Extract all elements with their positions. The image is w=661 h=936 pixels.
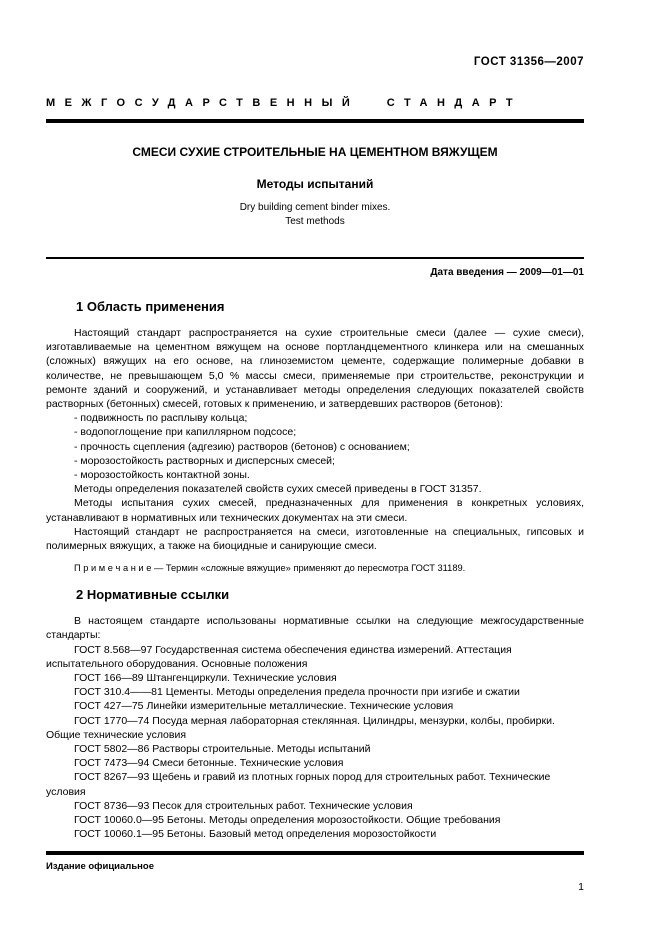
reference-item: ГОСТ 310.4——81 Цементы. Методы определения предела прочности при изгибе и сжатии [74,686,520,699]
list-item-1: - подвижность по расплыву кольца; [74,412,248,425]
reference-item: ГОСТ 10060.1—95 Бетоны. Базовый метод определения морозостойкости [74,828,437,841]
list-item-4: - морозостойкость растворных и дисперсных смесей; [74,454,335,467]
footer-divider [46,851,584,855]
reference-item: ГОСТ 7473—94 Смеси бетонные. Технические условия [74,757,344,770]
section-1-heading: 1 Область применения [76,299,225,314]
reference-item: ГОСТ 166—89 Штангенциркули. Технические условия [74,672,337,685]
doc-code: ГОСТ 31356—2007 [473,56,584,68]
section-2-heading: 2 Нормативные ссылки [76,587,230,603]
section-1-paragraph-2: Методы определения показателей свойств сухих смесей приведены в ГОСТ 31357. [74,483,482,496]
section-1-paragraph-4: Настоящий стандарт не распространяется на смеси, изготовленные на специальных, гипсовых и полимерных вяжущих, а также на биоцидные и санирующие смеси. [46,525,584,553]
title-en-line1: Dry building cement binder mixes. [239,202,391,213]
section-1-note: П р и м е ч а н и е — Термин «сложные вяжущие» применяют до пересмотра ГОСТ 31189. [74,563,466,574]
standard-type-banner: МЕЖГОСУДАРСТВЕННЫЙ СТАНДАРТ [46,97,523,109]
reference-item: ГОСТ 5802—86 Растворы строительные. Методы испытаний [74,743,371,756]
reference-item: ГОСТ 427—75 Линейки измерительные металлические. Технические условия [74,700,454,713]
mid-divider [46,257,584,259]
list-item-5: - морозостойкость контактной зоны. [74,469,250,482]
list-item-2: - водопоглощение при капиллярном подсосе; [74,426,297,439]
reference-item: ГОСТ 10060.0—95 Бетоны. Методы определения морозостойкости. Общие требования [74,814,501,827]
document-title: СМЕСИ СУХИЕ СТРОИТЕЛЬНЫЕ НА ЦЕМЕНТНОМ ВЯЖУЩЕМ [132,145,498,159]
section-2-body [46,614,584,841]
reference-item: ГОСТ 8736—93 Песок для строительных работ. Технические условия [74,799,413,812]
introduction-date: Дата введения — 2009—01—01 [430,267,584,278]
list-item-3: - прочность сцепления (адгезию) растворов (бетонов) с основанием; [74,440,410,453]
official-edition-label: Издание официальное [46,860,154,872]
section-2-paragraph-1: В настоящем стандарте использованы нормативные ссылки на следующие межгосударственные стандарты: [46,615,584,642]
reference-item: ГОСТ 8267—93 Щебень и гравий из плотных горных пород для строительных работ. Технические условия [46,771,551,798]
section-1-paragraph-3: Методы испытания сухих смесей, предназначенных для применения в конкретных условиях, устанавливают в нормативных или технических документах на эти смеси. [46,497,584,524]
section-1-paragraph-1: Настоящий стандарт распространяется на сухие строительные смеси (далее — сухие смеси), изготавливаемые на цементном вяжущем на основе портландцементного клинкера или на смешанных (сложных) вяжущих на его основе, на глиноземистом цементе, содержащие полимерные добавки в количестве, не превышающем 5,0 % массы смеси, применяемые при строительстве, реконструкции и ремонте зданий и сооружений, и устанавливает методы определения следующих показателей свойств растворных (бетонных) смесей, готовых к применению, и затвердевших растворов (бетонов): [46,327,584,411]
top-divider [46,119,584,123]
document-subtitle: Методы испытаний [256,177,374,191]
document-title-english [46,201,584,228]
reference-item: ГОСТ 8.568—97 Государственная система обеспечения единства измерений. Аттестация испытательного оборудования. Основные положения [46,643,512,670]
page-number: 1 [578,880,584,893]
section-1-body [46,326,584,574]
reference-item: ГОСТ 1770—74 Посуда мерная лабораторная стеклянная. Цилиндры, мензурки, колбы, пробирки. Общие технические условия [46,714,555,741]
title-en-line2: Test methods [285,215,345,227]
